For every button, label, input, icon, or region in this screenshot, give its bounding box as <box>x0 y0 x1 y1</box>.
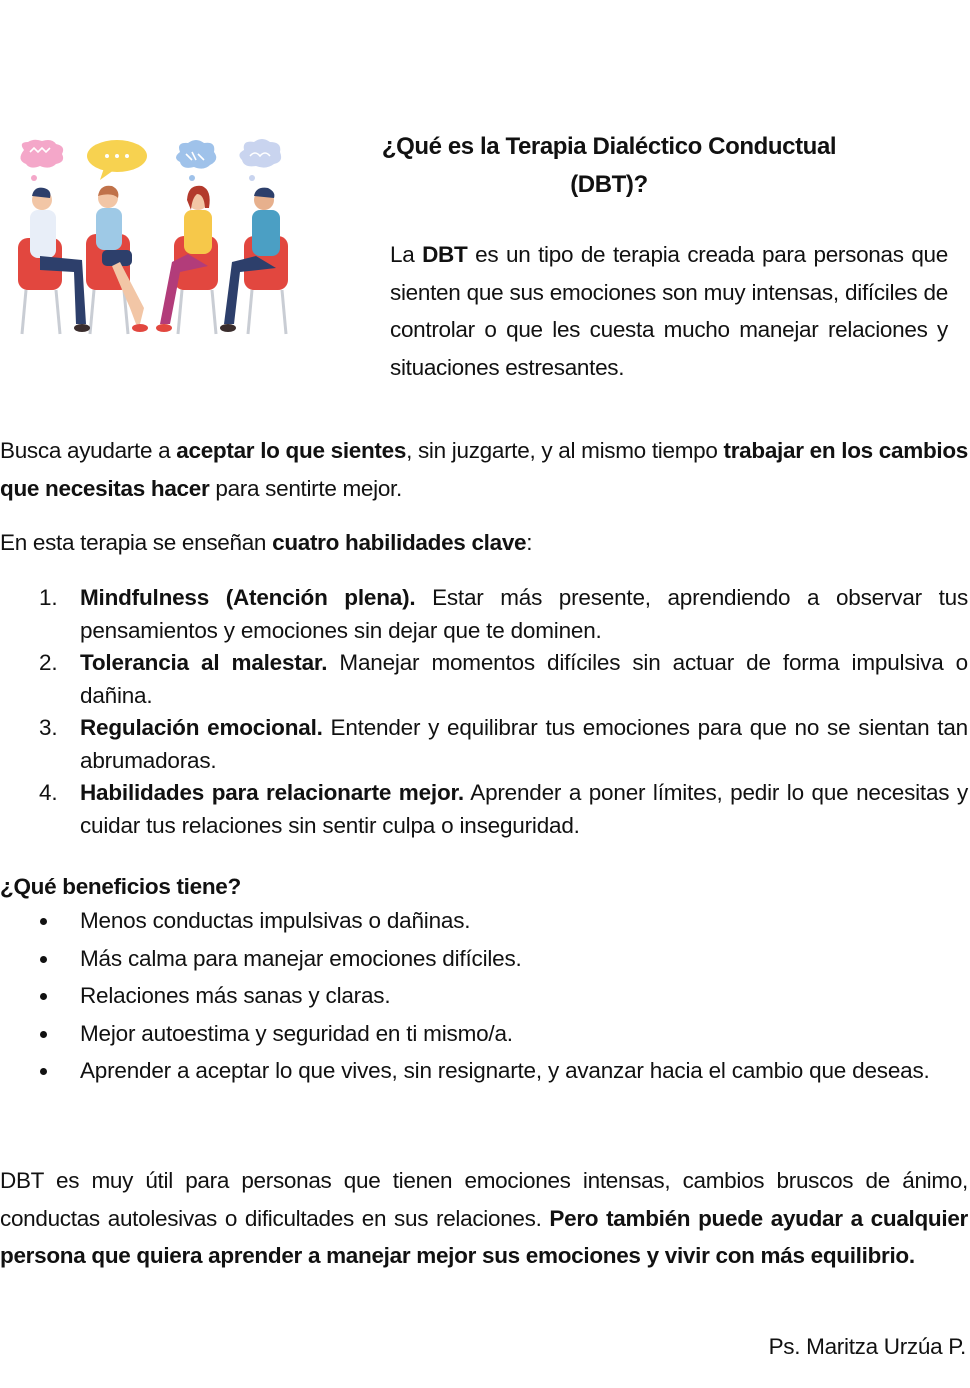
p1-bold-1: aceptar lo que sientes <box>176 438 407 463</box>
page-title <box>345 128 873 204</box>
skill-name: Regulación emocional. <box>80 715 323 740</box>
skills-list <box>0 582 968 842</box>
skills-intro-paragraph <box>0 524 968 562</box>
list-number: 1. <box>39 585 58 610</box>
list-item <box>0 902 968 940</box>
list-item <box>0 940 968 978</box>
speech-bubble-yellow-icon <box>87 140 147 180</box>
bullet-icon <box>40 956 47 963</box>
group-therapy-illustration <box>12 138 297 343</box>
list-number: 2. <box>39 650 58 675</box>
skill-description: Aprender a poner límites, pedir lo que necesitas y cuidar tus relaciones sin sentir culpa o inseguridad. <box>80 780 968 838</box>
p1-text-2: , sin juzgarte, y al mismo tiempo <box>406 438 724 463</box>
list-item <box>0 647 968 712</box>
bullet-icon <box>40 993 47 1000</box>
p2-text-2: : <box>526 530 533 555</box>
bullet-icon <box>40 918 47 925</box>
benefits-list <box>0 902 968 1090</box>
p1-text-3: para sentirte mejor. <box>209 475 402 501</box>
skill-description: Entender y equilibrar tus emociones para que no se sientan tan abrumadoras. <box>80 715 968 773</box>
list-item <box>0 777 968 842</box>
skill-description: Manejar momentos difíciles sin actuar de forma impulsiva o dañina. <box>80 650 968 708</box>
list-item <box>0 1015 968 1053</box>
skill-name: Mindfulness (Atención plena). <box>80 585 416 610</box>
list-item <box>0 582 968 647</box>
p3-bold-1: Pero también puede ayudar a cualquier persona que quiera aprender a manejar mejor sus emociones y vivir con más equilibrio. <box>0 1205 968 1268</box>
skill-name: Habilidades para relacionarte mejor. <box>80 780 464 805</box>
list-number: 3. <box>39 715 58 740</box>
intro-text: La <box>390 242 423 267</box>
skill-name: Tolerancia al malestar. <box>80 650 328 675</box>
benefit-text: Relaciones más sanas y claras. <box>80 983 391 1008</box>
bullet-icon <box>40 1068 47 1075</box>
author-signature: Ps. Maritza Urzúa P. <box>768 1334 966 1359</box>
benefit-text: Más calma para manejar emociones difíciles. <box>80 945 522 971</box>
title-line-1: ¿Qué es la Terapia Dialéctico Conductual <box>381 133 837 160</box>
p3-text-1: DBT es muy útil para personas que tienen emociones intensas, cambios bruscos de ánimo, conductas autolesivas o dificultades en sus relaciones. <box>0 1168 968 1231</box>
benefit-text: Menos conductas impulsivas o dañinas. <box>80 908 471 933</box>
p2-text-1: En esta terapia se enseñan <box>0 530 273 555</box>
speech-bubble-pink-icon <box>20 140 63 181</box>
skill-description: Estar más presente, aprendiendo a observar tus pensamientos y emociones sin dejar que te dominen. <box>80 585 968 643</box>
intro-text-rest: es un tipo de terapia creada para personas que sienten que sus emociones son muy intensas, difíciles de controlar o que les cuesta mucho manejar relaciones y situaciones estresantes. <box>390 242 948 380</box>
chair-legs <box>22 290 286 334</box>
list-number: 4. <box>39 780 58 805</box>
acceptance-paragraph <box>0 432 968 507</box>
p1-text-1: Busca ayudarte a <box>0 438 177 463</box>
benefit-text: Aprender a aceptar lo que vives, sin resignarte, y avanzar hacia el cambio que deseas. <box>80 1058 930 1083</box>
bullet-icon <box>40 1031 47 1038</box>
list-item <box>0 712 968 777</box>
speech-bubble-lavender-icon <box>239 139 281 181</box>
intro-bold: DBT <box>422 242 468 267</box>
intro-paragraph <box>390 236 948 386</box>
title-line-2: (DBT)? <box>570 171 648 198</box>
benefits-heading: ¿Qué beneficios tiene? <box>0 874 241 899</box>
list-item <box>0 1052 968 1090</box>
closing-paragraph <box>0 1162 968 1275</box>
list-item <box>0 977 968 1015</box>
p1-bold-2: trabajar en los cambios que necesitas hacer <box>0 438 968 501</box>
p2-bold-1: cuatro habilidades clave <box>272 530 527 555</box>
person-2 <box>96 186 148 332</box>
speech-bubble-blue-icon <box>176 140 216 181</box>
benefit-text: Mejor autoestima y seguridad en ti mismo/a. <box>80 1020 513 1046</box>
